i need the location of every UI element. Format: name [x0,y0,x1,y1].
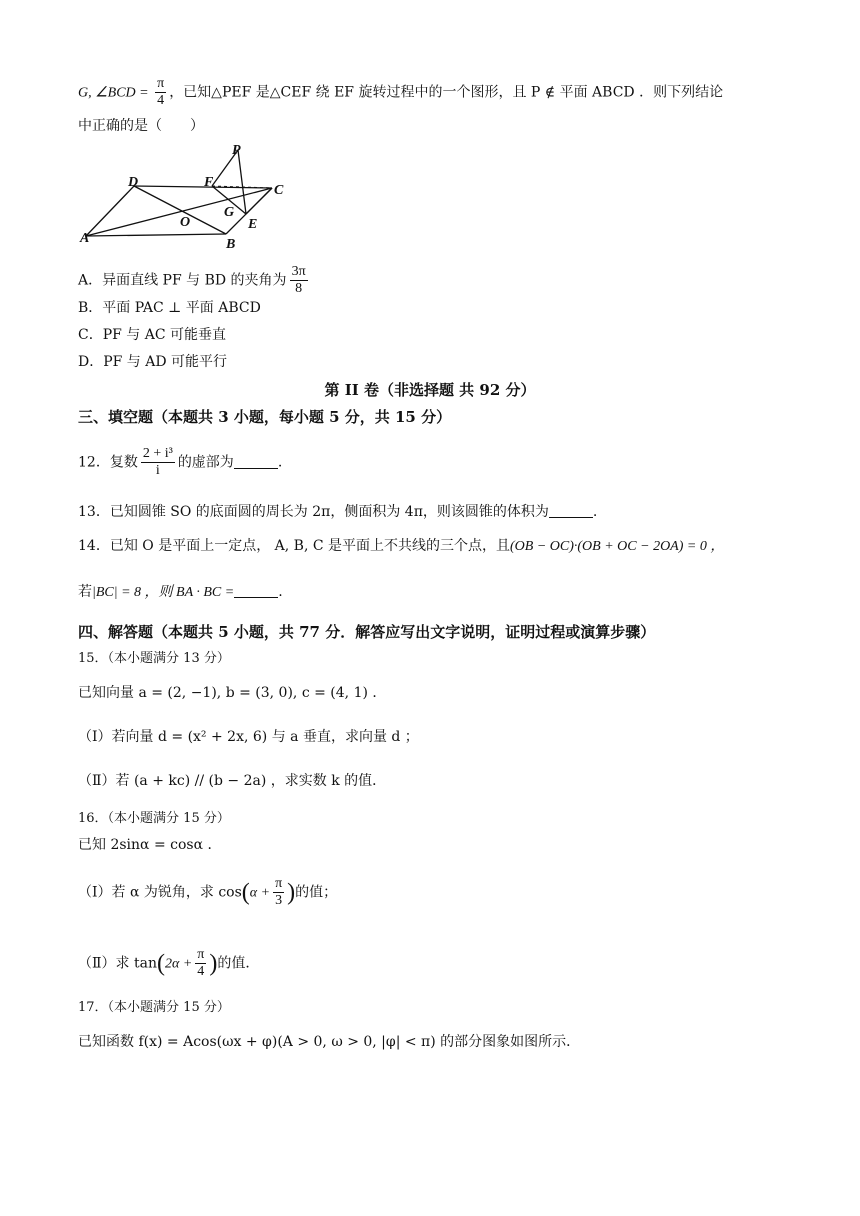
edge-DC [134,186,272,188]
edge-PE [238,150,246,214]
q16-heading: 16．（本小题满分 15 分） [78,811,230,826]
q17-heading: 17．（本小题满分 15 分） [78,1000,230,1015]
q12-fraction: $\frac{\text{2 + i³}}{i}$ [142,446,173,478]
q13-answer-blank[interactable] [549,503,593,518]
label-E: E [248,217,258,232]
q16-part-ii: （Ⅱ）求 tan(2α + $\frac{\pi}{4}$ )的值． [78,947,260,979]
section2-title: 第 II 卷（非选择题 共 92 分） [324,381,536,399]
option-d: D．PF 与 AD 可能平行 [78,354,228,370]
edge-AD [86,186,134,236]
label-D: D [128,175,139,190]
part3-heading: 三、填空题（本题共 3 小题，每小题 5 分，共 15 分） [78,408,452,426]
option-b: B．平面 PAC ⊥ 平面 ABCD [78,300,261,316]
q12-answer-blank[interactable] [234,454,278,469]
question-14-line-1: 14．已知 O 是平面上一定点， A, B, C 是平面上不共线的三个点，且(OB − OC)·(OB + OC − 2OA) = 0 ， [78,538,725,554]
q14-vector-expression: (OB − OC)·(OB + OC − 2OA) = 0 ， [510,539,725,554]
q17-given: 已知函数 f(x) = Acos(ωx + φ)(A > 0, ω > 0, |φ| < π) 的部分图象如图所示． [78,1034,581,1050]
label-G: G [224,205,235,220]
part4-heading: 四、解答题（本题共 5 小题，共 77 分．解答应写出文字说明，证明过程或演算步骤） [78,623,656,641]
question-12: 12．复数 $\frac{\text{2 + i³}}{i}$ 的虚部为 . [78,446,283,478]
label-A: A [80,231,90,246]
intro-text: ，已知△PEF 是△CEF 绕 EF 旋转过程中的一个图形，且 P ∉ 平面 ABCD ．则下列结论 [169,84,724,101]
intro-angle: G, ∠BCD = [78,85,153,101]
intro-line-2: 中正确的是（ ） [78,118,204,134]
geometry-figure [76,142,306,250]
label-F: F [204,175,214,190]
q16-given: 已知 2sinα = cosα ． [78,837,222,853]
option-a: A．异面直线 PF 与 BD 的夹角为 $\frac{3\pi}{8}$ [78,264,306,296]
q16-part-i: （Ⅰ）若 α 为锐角，求 cos(α + $\frac{\pi}{3}$ )的值； [78,876,338,908]
edge-AB [86,234,226,236]
q15-part-i: （Ⅰ）若向量 d = (x² + 2x, 6) 与 a 垂直，求向量 d ； [78,729,419,745]
q15-heading: 15．（本小题满分 13 分） [78,651,230,666]
label-B: B [226,237,236,250]
label-P: P [232,143,241,158]
intro-pi-over-4: $\frac{\pi}{4}$ [157,76,165,108]
intro-line-1 [78,76,723,109]
label-O: O [180,215,191,230]
q14-answer-blank[interactable] [234,583,278,598]
q15-part-ii: （Ⅱ）若 (a + kc) // (b − 2a) ，求实数 k 的值． [78,773,387,789]
label-C: C [274,183,284,198]
question-14-line-2: 若|BC| = 8 ，则 BA · BC = . [78,584,283,600]
q15-given: 已知向量 a = (2, −1), b = (3, 0), c = (4, 1) ． [78,685,387,701]
option-a-fraction: $\frac{3\pi}{8}$ [291,264,306,296]
question-13: 13．已知圆锥 SO 的底面圆的周长为 2π，侧面积为 4π，则该圆锥的体积为 . [78,504,598,520]
option-c: C．PF 与 AC 可能垂直 [78,327,227,343]
